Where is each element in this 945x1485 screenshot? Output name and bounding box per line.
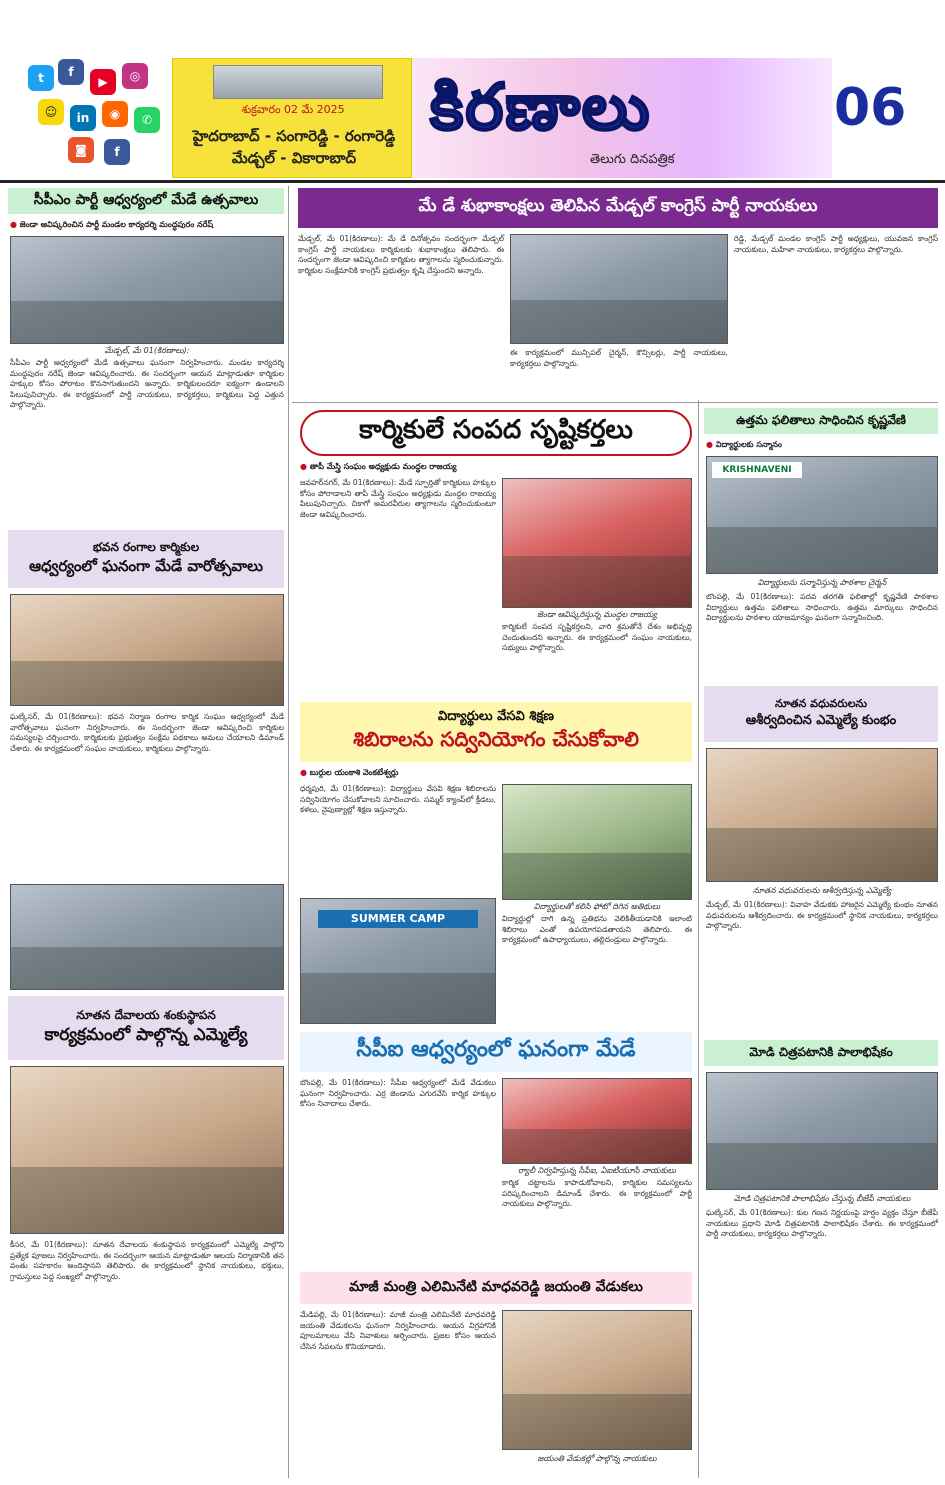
rss-icon: ◉ [102,101,128,127]
body-a8: మేడిపల్లి, మే 01(కిరణాలు): మాజీ మంత్రి ఎలిమినేటి మాధవరెడ్డి జయంతి వేడుకలను ఘనంగా నిర్వహించారు. ఆయన విగ్రహానికి పూలమాలలు వేసి నివాళులు అర్పించారు. ప్రజల కోసం ఆయన చేసిన సేవలను కొనియాడారు. [300,1310,499,1351]
cities-line-2: మేడ్చల్ - వికారాబాద్ [231,149,357,167]
facebook-icon: f [58,59,84,85]
photo-temple-foundation [10,1066,284,1234]
whatsapp-icon: ✆ [134,107,160,133]
headline-madhava-reddy-jayanti: మాజీ మంత్రి ఎలిమినేటి మాధవరెడ్డి జయంతి వేడుకలు [300,1272,692,1304]
caption-a8: జయంతి వేడుకల్లో పాల్గొన్న నాయకులు [537,1454,657,1463]
caption-a7: ర్యాలీ నిర్వహిస్తున్న సీపీఐ, ఏఐటీయూసీ నాయకులు [518,1166,676,1175]
youtube-icon: ▶ [90,69,116,95]
body-a6-col1: ధర్మపురి, మే 01(కిరణాలు): విద్యార్థులు వేసవి శిక్షణ శిబిరాలను సద్వినియోగం చేసుకోవాలని సూచించారు. సమ్మర్ క్యాంప్‌లో క్రీడలు, కళలు, నైపుణ్యాల్లో శిక్షణ ఇస్తున్నారు. [300,784,499,815]
issue-date: శుక్రవారం 02 మే 2025 [241,103,345,116]
linkedin-icon: in [70,105,96,131]
byline-a6: ● బుర్గుల యంకాశి వెంకటేశ్వర్లు [300,768,692,779]
instagram-box-icon: ◙ [68,137,94,163]
headline-workers-wealth-creators: కార్మికులే సంపద సృష్టికర్తలు [300,410,692,456]
body-a2: ఘట్కేసర్, మే 01(కిరణాలు): భవన నిర్మాణ రంగాల కార్మిక సంఘం ఆధ్వర్యంలో మేడే వారోత్సవాలు ఘనంగా నిర్వహించారు. ఈ సందర్భంగా జెండా ఆవిష్కరించి కార్మికుల సమస్యలపై చర్చించారు. కార్మికులకు ప్రభుత్వం సంక్షేమ పథకాలు అమలు చేయాలని డిమాండ్ చేశారు. ఈ కార్యక్రమంలో సంఘం నాయకులు, కార్మికులు పాల్గొన్నారు. [10,712,287,753]
photo-cpi-rally [502,1078,692,1164]
headline-cpm-mayday: సీపీఎం పార్టీ ఆధ్వర్యంలో మేడే ఉత్సవాలు [8,188,284,214]
photo-modi-portrait-ceremony [706,1072,938,1190]
body-a4-col2: ఈ కార్యక్రమంలో మున్సిపల్ చైర్మన్, కౌన్సిలర్లు, పార్టీ నాయకులు, కార్యకర్తలు పాల్గొన్నారు. [510,348,731,368]
body-a4-col1: మేడ్చల్, మే 01(కిరణాలు): మే డే దినోత్సవం సందర్భంగా మేడ్చల్ కాంగ్రెస్ పార్టీ నాయకులు కార్మికులకు శుభాకాంక్షలు తెలిపారు. ఈ సందర్భంగా జెండా ఆవిష్కరించి కార్మికుల త్యాగాలను స్మరించుకున్నారు. కార్మికుల సంక్షేమానికి కాంగ్రెస్ ప్రభుత్వం కృషి చేస్తుందని అన్నారు. [298,234,507,275]
byline-a5: ● తాపీ మేస్త్రి సంఘం అధ్యక్షుడు మంద్ధల రాజయ్య [300,462,692,473]
photo-building-workers-group [10,884,284,990]
column-divider [698,400,699,1478]
city-landmark-image [213,65,383,99]
headline-block-a10 [704,686,938,742]
body-a5-col1: జవహర్‌నగర్, మే 01(కిరణాలు): మేడే స్ఫూర్తితో కార్మికులు హక్కుల కోసం పోరాడాలని తాపీ మేస్త్రి సంఘం అధ్యక్షుడు మంద్ధల రాజయ్య పిలుపునిచ్చారు. చికాగో అమరవీరుల త్యాగాలను స్మరించుకుంటూ జెండా ఆవిష్కరించారు. [300,478,499,519]
body-a5-col2: కార్మికులే సంపద సృష్టికర్తలని, వారి శ్రమతోనే దేశం అభివృద్ధి చెందుతుందని అన్నారు. ఈ కార్యక్రమంలో సంఘం నాయకులు, సభ్యులు పాల్గొన్నారు. [502,622,695,653]
newspaper-tagline: తెలుగు దినపత్రిక [590,152,675,167]
headline-a10-line1: నూతన వధువరులను [774,697,868,710]
edition-cities [179,125,409,169]
headline-cpi-mayday: సీపీఐ ఆధ్వర్యంలో ఘనంగా మేడే [300,1032,692,1072]
headline-block-a6 [300,702,692,762]
headline-a3-line1: నూతన దేవాలయ శంకుస్థాపన [76,1007,216,1022]
summer-camp-label: SUMMER CAMP [318,910,478,928]
caption-a9: విద్యార్థులను సన్మానిస్తున్న పాఠశాల చైర్మన్ [757,578,887,587]
headline-krishnaveni-results: ఉత్తమ ఫలితాలు సాధించిన కృష్ణవేణి [704,408,938,434]
byline-a9: ● విద్యార్థులకు సన్మానం [706,440,938,451]
headline-a2-line2: ఆధ్వర్యంలో ఘనంగా మేడే వారోత్సవాలు [29,556,263,575]
headline-a6-line1: విద్యార్థులు వేసవి శిక్షణ [438,708,554,724]
byline-a1: ● జెండా ఆవిష్కరించిన పార్టీ మండల కార్యదర్శి మంద్ధపురం నరేష్ [10,220,284,231]
column-divider [288,186,289,1478]
headline-a10-line2: ఆశీర్వదించిన ఎమ్మెల్యే కుంభం [745,713,897,728]
date-cities-panel [172,58,412,178]
photo-summer-camp-students [502,784,692,900]
body-a7-col1: బొంపల్లి, మే 01(కిరణాలు): సీపీఐ ఆధ్వర్యంలో మేడే వేడుకలు ఘనంగా నిర్వహించారు. ఎర్ర జెండాను ఎగురవేసి కార్మిక హక్కుల కోసం నినాదాలు చేశారు. [300,1078,499,1109]
photo-statue-garlanding [502,1310,692,1450]
body-a7-col2: కార్మిక చట్టాలను కాపాడుకోవాలని, కార్మికుల సమస్యలను పరిష్కరించాలని డిమాండ్ చేశారు. ఈ కార్యక్రమంలో పార్టీ నాయకులు పాల్గొన్నారు. [502,1178,695,1209]
facebook-box-icon: f [104,139,130,165]
body-a9: బొంపల్లి, మే 01(కిరణాలు): పదవ తరగతి ఫలితాల్లో కృష్ణవేణి పాఠశాల విద్యార్థులు ఉత్తమ ఫలితాలు సాధించారు. ఉత్తమ మార్కులు సాధించిన విద్యార్థులను పాఠశాల యాజమాన్యం ఘనంగా సన్మానించింది. [706,592,941,623]
twitter-icon: t [28,65,54,91]
school-banner-label: KRISHNAVENI [712,462,802,478]
caption-a10: నూతన వధువరులను ఆశీర్వదిస్తున్న ఎమ్మెల్యే [752,886,892,895]
headline-a3-line2: కార్యక్రమంలో పాల్గొన్న ఎమ్మెల్యే [44,1024,248,1045]
snapchat-icon: ☺ [38,99,64,125]
headline-a2-line1: భవన రంగాల కార్మికుల [92,539,200,554]
caption-a5: జెండా ఆవిష్కరిస్తున్న మంద్ధల రాజయ్య [537,610,657,619]
body-a4-col3: రెడ్డి, మేడ్చల్ మండల కాంగ్రెస్ పార్టీ అధ్యక్షులు, యువజన కాంగ్రెస్ నాయకులు, మహిళా నాయకులు, కార్యకర్తలు పాల్గొన్నారు. [734,234,941,254]
instagram-icon: ◎ [122,63,148,89]
cities-line-1: హైదరాబాద్ - సంగారెడ్డి - రంగారెడ్డి [192,127,396,145]
caption-a1: మేడ్చల్, మే 01(కిరణాలు): [104,346,190,355]
headline-block-a3 [8,996,284,1060]
body-a6-col2: విద్యార్థుల్లో దాగి ఉన్న ప్రతిభను వెలికితీయడానికి ఇలాంటి శిబిరాలు ఎంతో ఉపయోగపడతాయని తెలిపారు. ఈ కార్యక్రమంలో ఉపాధ్యాయులు, తల్లిదండ్రులు పాల్గొన్నారు. [502,914,695,945]
body-a10: మేడ్చల్, మే 01(కిరణాలు): వివాహ వేడుకకు హాజరైన ఎమ్మెల్యే కుంభం నూతన వధువరులను ఆశీర్వదించారు. ఈ కార్యక్రమంలో స్థానిక నాయకులు, కార్యకర్తలు పాల్గొన్నారు. [706,900,941,931]
social-media-icons-graphic [18,55,168,170]
body-a3: కీసర, మే 01(కిరణాలు): నూతన దేవాలయ శంకుస్థాపన కార్యక్రమంలో ఎమ్మెల్యే పాల్గొని ప్రత్యేక పూజలు నిర్వహించారు. ఈ సందర్భంగా ఆయన మాట్లాడుతూ ఆలయ నిర్మాణానికి తన వంతు సహకారం అందిస్తానని తెలిపారు. ఈ కార్యక్రమంలో స్థానిక నాయకులు, భక్తులు, గ్రామస్తులు పెద్ద సంఖ్యలో పాల్గొన్నారు. [10,1240,287,1281]
section-divider [292,402,938,403]
headline-congress-mayday: మే డే శుభాకాంక్షలు తెలిపిన మేడ్చల్ కాంగ్రెస్ పార్టీ నాయకులు [298,188,938,228]
headline-block-a2 [8,530,284,588]
caption-a11: మోడి చిత్రపటానికి పాలాభిషేకం చేస్తున్న బీజేపీ నాయకులు [733,1194,911,1203]
newspaper-logo: కిరణాలు [430,70,652,145]
headline-a6-line2: శిబిరాలను సద్వినియోగం చేసుకోవాలి [353,726,639,751]
photo-building-workers [10,594,284,706]
masthead-rule [0,180,945,183]
photo-wedding-blessing [706,748,938,882]
body-a1: సీపీఎం పార్టీ ఆధ్వర్యంలో మేడే ఉత్సవాలు ఘనంగా నిర్వహించారు. మండల కార్యదర్శి మంద్ధపురం నరేష్ జెండా ఆవిష్కరించారు. ఈ సందర్భంగా ఆయన మాట్లాడుతూ కార్మికుల హక్కుల కోసం పోరాటం కొనసాగుతుందని అన్నారు. కార్మికులందరూ ఐక్యంగా ఉండాలని పిలుపునిచ్చారు. ఈ కార్యక్రమంలో పార్టీ నాయకులు, కార్యకర్తలు, కార్మికులు పెద్ద ఎత్తున పాల్గొన్నారు. [10,358,287,410]
photo-mason-union-flag [502,478,692,608]
photo-congress-leaders [510,234,728,344]
page-number: 06 [834,78,907,138]
body-a11: ఘట్కేసర్, మే 01(కిరణాలు): కుల గణన నిర్ణయంపై హర్షం వ్యక్తం చేస్తూ బీజేపీ నాయకులు ప్రధాని మోడి చిత్రపటానికి పాలాభిషేకం చేశారు. ఈ కార్యక్రమంలో పార్టీ నాయకులు, కార్యకర్తలు పాల్గొన్నారు. [706,1208,941,1239]
headline-modi-milk-abhishekam: మోడి చిత్రపటానికి పాలాభిషేకం [704,1040,938,1066]
caption-a6: విద్యార్థులతో కలిసి ఫోటో దిగిన అతిథులు [533,902,661,911]
photo-cpm-flag-hoisting [10,236,284,344]
